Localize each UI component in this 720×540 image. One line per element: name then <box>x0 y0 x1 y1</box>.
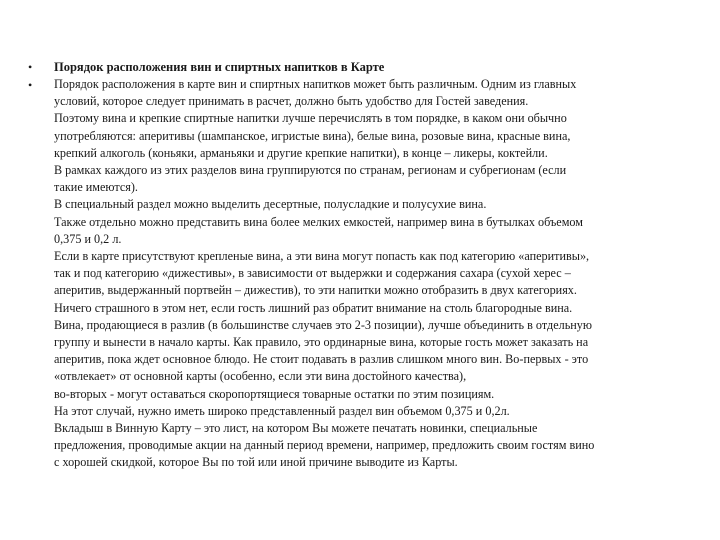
text-line: На этот случай, нужно иметь широко представленный раздел вин объемом 0,375 и 0,2л. <box>54 403 510 418</box>
text-line: Вина, продающиеся в разлив (в большинстве случаев это 2-3 позиции), лучше объединить в отдельную <box>54 317 592 332</box>
text-line: Порядок расположения в карте вин и спиртных напитков может быть различным. Одним из главных <box>54 77 577 91</box>
text-line: 0,375 и 0,2 л. <box>54 231 122 246</box>
body-paragraph <box>54 76 688 472</box>
text-line: группу и вынести в начало карты. Как правило, это ординарные вина, которые гость может заказать на <box>54 335 589 350</box>
section-title: Порядок расположения вин и спиртных напитков в Карте <box>54 60 385 74</box>
text-line: аперитив, выдержанный портвейн – дижестив), то эти напитки можно отобразить в двух категориях. <box>54 283 577 298</box>
text-line: предложения, проводимые акции на данный период времени, например, предложить своим гостям вино <box>54 438 595 453</box>
text-line: Ничего страшного в этом нет, если гость лишний раз обратит внимание на столь благородные вина. <box>54 300 573 315</box>
bullet-item-body <box>28 76 688 472</box>
text-line: Также отдельно можно представить вина более мелких емкостей, например вина в бутылках объемом <box>54 214 583 229</box>
bullet-marker: • <box>28 78 33 92</box>
bullet-marker: • <box>28 60 33 74</box>
text-line: во-вторых - могут оставаться скоропортящиеся товарные остатки по этим позициям. <box>54 386 495 401</box>
text-line: с хорошей скидкой, которое Вы по той или иной причине выводите из Карты. <box>54 455 458 470</box>
text-line: так и под категорию «дижестивы», в зависимости от выдержки и содержания сахара (сухой херес – <box>54 266 571 281</box>
text-line: «отвлекает» от основной карты (особенно, если эти вина достойного качества), <box>54 369 467 384</box>
bullet-item-title <box>28 58 688 76</box>
text-line: В специальный раздел можно выделить десертные, полусладкие и полусухие вина. <box>54 197 487 212</box>
text-line: Если в карте присутствуют крепленые вина, а эти вина могут попасть как под категорию «аперитивы», <box>54 249 590 264</box>
text-line: крепкий алкоголь (коньяки, арманьяки и другие крепкие напитки), в конце – ликеры, коктейли. <box>54 145 548 160</box>
text-line: Вкладыш в Винную Карту – это лист, на котором Вы можете печатать новинки, специальные <box>54 421 538 436</box>
text-line: употребляются: аперитивы (шампанское, игристые вина), белые вина, розовые вина, красные вина, <box>54 128 571 143</box>
text-line: В рамках каждого из этих разделов вина группируются по странам, регионам и субрегионам (если <box>54 163 567 178</box>
text-line: условий, которое следует принимать в расчет, должно быть удобство для Гостей заведения. <box>54 94 529 109</box>
bullet-list <box>28 58 688 472</box>
text-line: аперитив, пока ждет основное блюдо. Не стоит подавать в разлив слишком много вин. Во-первых - это <box>54 352 589 367</box>
text-line: Поэтому вина и крепкие спиртные напитки лучше перечислять в том порядке, в каком они обычно <box>54 111 567 126</box>
text-line: такие имеются). <box>54 180 138 195</box>
